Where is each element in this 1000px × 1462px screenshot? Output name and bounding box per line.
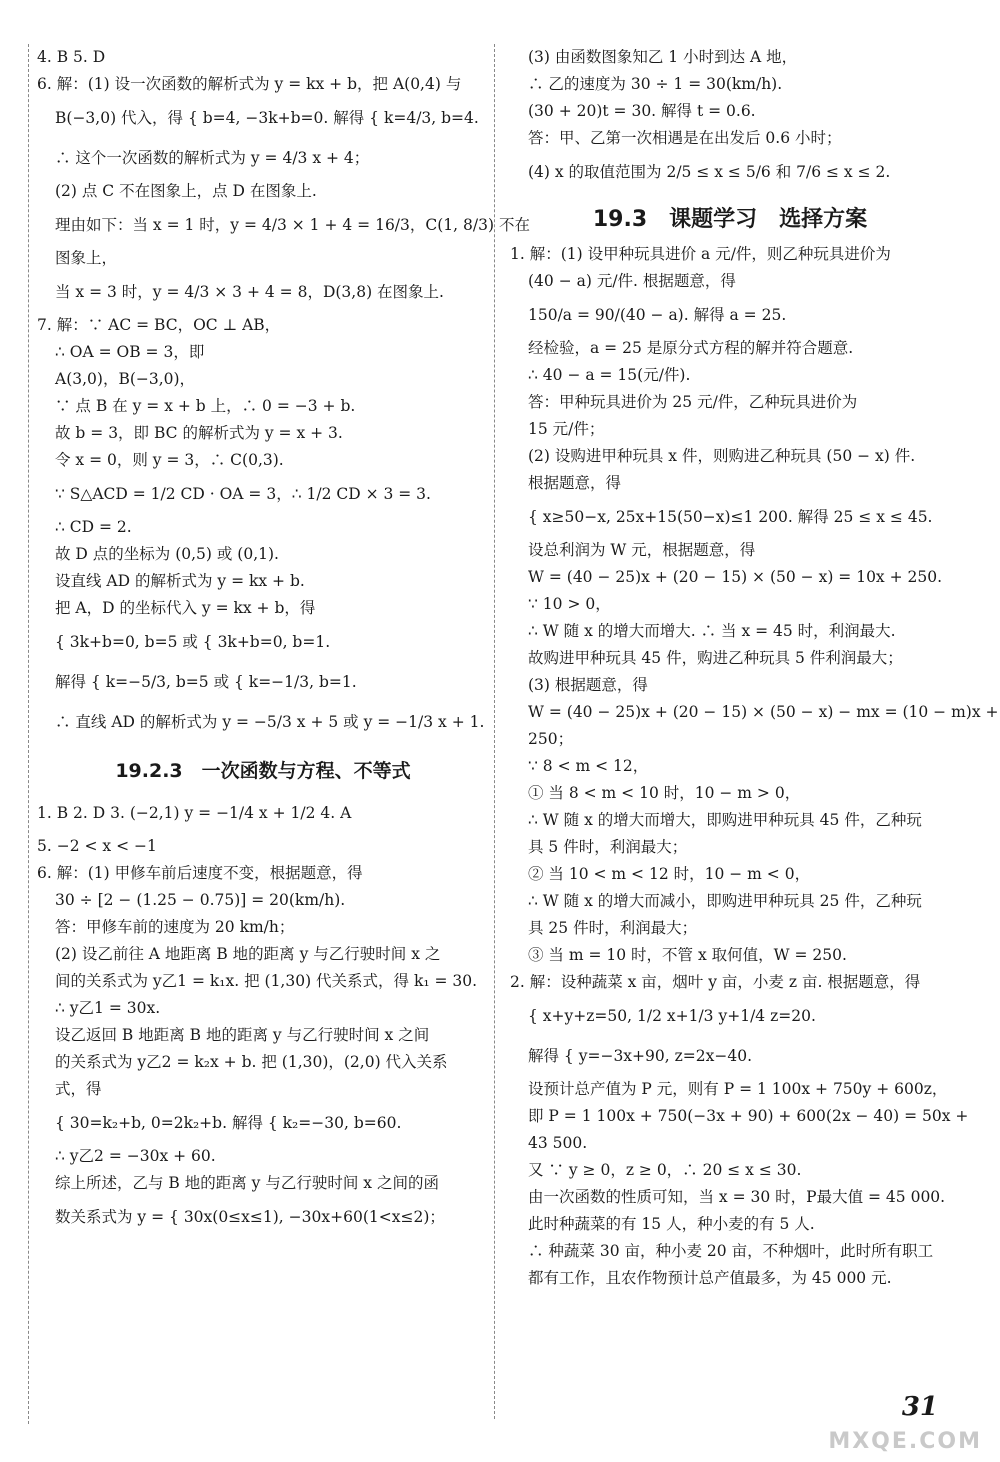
- answer-line: 当 x = 3 时，y = 4/3 × 3 + 4 = 8，D(3,8) 在图象上.: [55, 283, 444, 301]
- answer-line: (2) 设乙前往 A 地距离 B 地的距离 y 与乙行驶时间 x 之: [55, 945, 441, 963]
- answer-line: ② 当 10 < m < 12 时，10 − m < 0，: [528, 865, 811, 883]
- answer-line: { 3k+b=0, b=5 或 { 3k+b=0, b=1.: [55, 633, 331, 651]
- answer-line: 答：甲修车前的速度为 20 km/h；: [55, 918, 295, 936]
- answer-line: 6. 解：(1) 设一次函数的解析式为 y = kx + b，把 A(0,4) 与: [37, 75, 462, 93]
- answer-line: 解得 { k=−5/3, b=5 或 { k=−1/3, b=1.: [55, 673, 357, 691]
- answer-line: 1. B 2. D 3. (−2,1) y = −1/4 x + 1/2 4. A: [37, 804, 352, 822]
- answer-line: 设总利润为 W 元，根据题意，得: [528, 541, 756, 559]
- answer-line: (4) x 的取值范围为 2/5 ≤ x ≤ 5/6 和 7/6 ≤ x ≤ 2.: [528, 163, 891, 181]
- answer-line: 故购进甲种玩具 45 件，购进乙种玩具 5 件利润最大；: [528, 649, 903, 667]
- answer-line: 综上所述，乙与 B 地的距离 y 与乙行驶时间 x 之间的函: [55, 1174, 439, 1192]
- answer-line: 理由如下：当 x = 1 时，y = 4/3 × 1 + 4 = 16/3，C(1, 8/3) 不在: [55, 216, 530, 234]
- answer-line: ∴ OA = OB = 3，即: [55, 343, 205, 361]
- answer-line: 4. B 5. D: [37, 48, 106, 66]
- answer-line: 令 x = 0，则 y = 3，∴ C(0,3).: [55, 451, 284, 469]
- answer-line: ∴ W 随 x 的增大而增大，即购进甲种玩具 45 件，乙种玩: [528, 811, 922, 829]
- answer-line: 式，得: [55, 1080, 102, 1098]
- answer-line: A(3,0)，B(−3,0)，: [55, 370, 196, 388]
- answer-line: W = (40 − 25)x + (20 − 15) × (50 − x) − mx = (10 − m)x +: [528, 703, 999, 721]
- answer-line: ∵ S△ACD = 1/2 CD · OA = 3，∴ 1/2 CD × 3 = 3.: [55, 485, 431, 503]
- answer-line: 30 ÷ [2 − (1.25 − 0.75)] = 20(km/h).: [55, 891, 346, 909]
- answer-line: (2) 点 C 不在图象上，点 D 在图象上.: [55, 182, 317, 200]
- answer-line: ∴ 这个一次函数的解析式为 y = 4/3 x + 4；: [55, 149, 370, 167]
- column-divider: [494, 44, 495, 1419]
- answer-line: 即 P = 1 100x + 750(−3x + 90) + 600(2x − 40) = 50x +: [528, 1107, 969, 1125]
- answer-line: ∴ 乙的速度为 30 ÷ 1 = 30(km/h).: [528, 75, 783, 93]
- answer-line: 经检验，a = 25 是原分式方程的解并符合题意.: [528, 339, 854, 357]
- answer-line: B(−3,0) 代入，得 { b=4, −3k+b=0. 解得 { k=4/3, b=4.: [55, 109, 479, 127]
- answer-line: { 30=k₂+b, 0=2k₂+b. 解得 { k₂=−30, b=60.: [55, 1114, 402, 1132]
- answer-line: ∵ 点 B 在 y = x + b 上，∴ 0 = −3 + b.: [55, 397, 356, 415]
- answer-line: 150/a = 90/(40 − a). 解得 a = 25.: [528, 306, 787, 324]
- answer-line: 答：甲、乙第一次相遇是在出发后 0.6 小时；: [528, 129, 842, 147]
- answer-line: 故 D 点的坐标为 (0,5) 或 (0,1).: [55, 545, 279, 563]
- answer-line: 故 b = 3，即 BC 的解析式为 y = x + 3.: [55, 424, 343, 442]
- answer-line: { x≥50−x, 25x+15(50−x)≤1 200. 解得 25 ≤ x ≤ 45.: [528, 508, 933, 526]
- answer-line: 250；: [528, 730, 574, 748]
- answer-line: 设乙返回 B 地距离 B 地的距离 y 与乙行驶时间 x 之间: [55, 1026, 430, 1044]
- answer-line: 7. 解：∵ AC = BC，OC ⊥ AB，: [37, 316, 281, 334]
- watermark-text: MXQE.COM: [828, 1429, 982, 1454]
- answer-line: (3) 由函数图象知乙 1 小时到达 A 地，: [528, 48, 798, 66]
- answer-line: 又 ∵ y ≥ 0，z ≥ 0，∴ 20 ≤ x ≤ 30.: [528, 1161, 802, 1179]
- answer-line: (2) 设购进甲种玩具 x 件，则购进乙种玩具 (50 − x) 件.: [528, 447, 916, 465]
- answer-line: ∵ 10 > 0，: [528, 595, 611, 613]
- answer-line: 此时种蔬菜的有 15 人，种小麦的有 5 人.: [528, 1215, 815, 1233]
- left-column: [28, 44, 530, 1424]
- answer-line: 由一次函数的性质可知，当 x = 30 时，P最大值 = 45 000.: [528, 1188, 946, 1206]
- answer-line: 间的关系式为 y乙1 = k₁x. 把 (1,30) 代关系式，得 k₁ = 30.: [55, 972, 478, 990]
- page-number: 31: [901, 1392, 938, 1422]
- answer-line: ∴ W 随 x 的增大而减小，即购进甲种玩具 25 件，乙种玩: [528, 892, 922, 910]
- answer-line: ∴ W 随 x 的增大而增大. ∴ 当 x = 45 时，利润最大.: [528, 622, 896, 640]
- answer-line: ∴ y乙1 = 30x.: [55, 999, 161, 1017]
- answer-line: ① 当 8 < m < 10 时，10 − m > 0，: [528, 784, 801, 802]
- answer-line: 解得 { y=−3x+90, z=2x−40.: [528, 1047, 753, 1065]
- answer-line: ∴ y乙2 = −30x + 60.: [55, 1147, 216, 1165]
- answer-line: ∴ 种蔬菜 30 亩，种小麦 20 亩，不种烟叶，此时所有职工: [528, 1242, 934, 1260]
- answer-line: 设预计总产值为 P 元，则有 P = 1 100x + 750y + 600z，: [528, 1080, 948, 1098]
- section-heading: 19.3 课题学习 选择方案: [592, 207, 868, 232]
- answer-line: 答：甲种玩具进价为 25 元/件，乙种玩具进价为: [528, 393, 858, 411]
- answer-line: 设直线 AD 的解析式为 y = kx + b.: [55, 572, 305, 590]
- answer-line: 43 500.: [528, 1134, 588, 1152]
- answer-line: 数关系式为 y = { 30x(0≤x≤1), −30x+60(1<x≤2)；: [55, 1208, 445, 1226]
- answer-line: 图象上，: [55, 249, 118, 267]
- answer-line: ∴ 直线 AD 的解析式为 y = −5/3 x + 5 或 y = −1/3 x + 1.: [55, 713, 485, 731]
- section-heading: 19.2.3 一次函数与方程、不等式: [115, 760, 411, 782]
- answer-line: W = (40 − 25)x + (20 − 15) × (50 − x) = 10x + 250.: [528, 568, 943, 586]
- answer-line: 具 25 件时，利润最大；: [528, 919, 698, 937]
- answer-line: 根据题意，得: [528, 474, 622, 492]
- answer-line: 的关系式为 y乙2 = k₂x + b. 把 (1,30)，(2,0) 代入关系: [55, 1053, 448, 1071]
- answer-line: 5. −2 < x < −1: [37, 837, 157, 855]
- answer-line: 具 5 件时，利润最大；: [528, 838, 688, 856]
- answer-line: (40 − a) 元/件. 根据题意，得: [528, 272, 736, 290]
- answer-line: (3) 根据题意，得: [528, 676, 648, 694]
- answer-line: ∴ CD = 2.: [55, 518, 132, 536]
- answer-line: 都有工作，且农作物预计总产值最多，为 45 000 元.: [528, 1269, 892, 1287]
- answer-line: ∴ 40 − a = 15(元/件).: [528, 366, 691, 384]
- answer-line: 2. 解：设种蔬菜 x 亩，烟叶 y 亩，小麦 z 亩. 根据题意，得: [510, 973, 921, 991]
- answer-line: 把 A，D 的坐标代入 y = kx + b，得: [55, 599, 316, 617]
- answer-line: ∵ 8 < m < 12，: [528, 757, 649, 775]
- answer-line: 1. 解：(1) 设甲种玩具进价 a 元/件，则乙种玩具进价为: [510, 245, 891, 263]
- answer-line: ③ 当 m = 10 时，不管 x 取何值，W = 250.: [528, 946, 847, 964]
- answer-line: 15 元/件；: [528, 420, 605, 438]
- right-column: [510, 44, 999, 1292]
- answer-line: (30 + 20)t = 30. 解得 t = 0.6.: [528, 102, 756, 120]
- answer-line: 6. 解：(1) 甲修车前后速度不变，根据题意，得: [37, 864, 363, 882]
- answer-line: { x+y+z=50, 1/2 x+1/3 y+1/4 z=20.: [528, 1007, 816, 1025]
